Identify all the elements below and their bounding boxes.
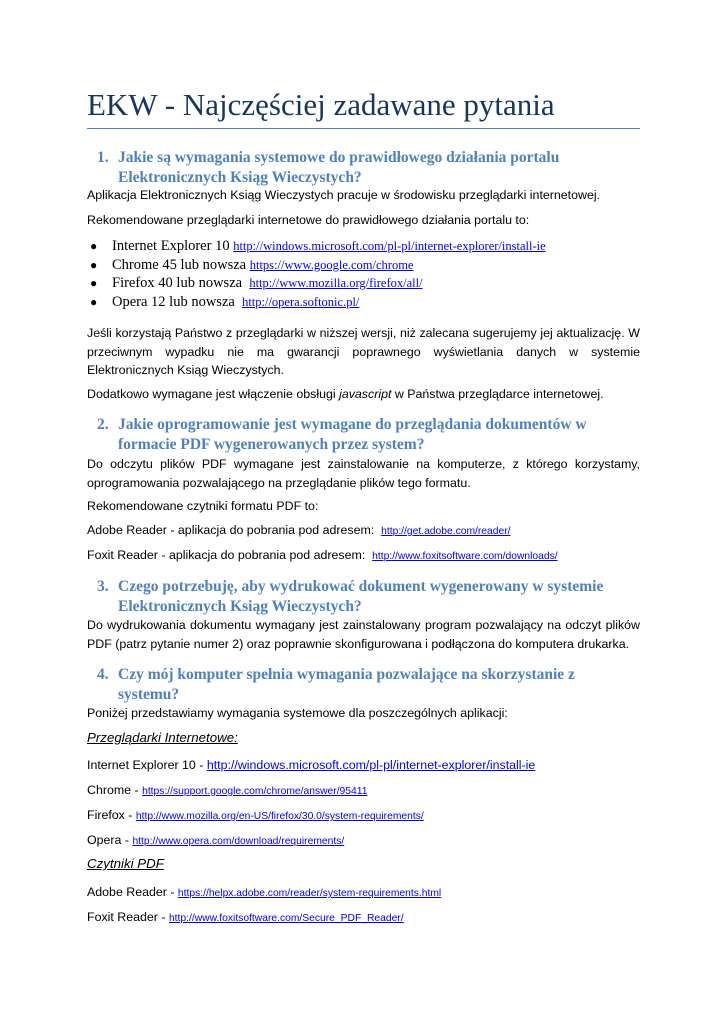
browser-name: Internet Explorer 10 <box>112 238 230 254</box>
req-chrome-row <box>87 781 640 801</box>
bullet-icon: ● <box>90 276 98 290</box>
bullet-icon: ● <box>90 257 98 272</box>
pdf-readers-subheading: Czytniki PDF <box>87 856 164 871</box>
adobe-reader-link[interactable]: http://get.adobe.com/reader/ <box>381 526 511 537</box>
question-3-heading <box>97 577 637 617</box>
question-4-heading <box>97 665 637 705</box>
adobe-requirements-link[interactable]: https://helpx.adobe.com/reader/system-requirements.html <box>177 888 442 899</box>
ie-requirements-link[interactable]: http://windows.microsoft.com/pl-pl/internet-explorer/install-ie <box>206 758 536 772</box>
q1-js-em: javascript <box>339 387 392 401</box>
q2-adobe-row <box>87 521 640 542</box>
req-chrome-label: Chrome - <box>87 783 143 797</box>
question-2-text: Jakie oprogramowanie jest wymagane do przeglądania dokumentów w formacie PDF wygenerowanych przez system? <box>118 416 587 453</box>
q1-intro: Aplikacja Elektronicznych Ksiąg Wieczystych pracuje w środowisku przeglądarki internetowej. <box>87 188 601 202</box>
firefox-requirements-link[interactable]: http://www.mozilla.org/en-US/firefox/30.0/system-requirements/ <box>135 811 424 822</box>
q3-body: Do wydrukowania dokumentu wymagany jest zainstalowany program pozwalający na odczyt plików PDF (patrz pytanie numer 2) oraz poprawnie skonfigurowana i podłączona do komputera drukarka. <box>87 618 640 651</box>
browser-name: Firefox 40 lub nowsza <box>112 275 243 291</box>
foxit-reader-link[interactable]: http://www.foxitsoftware.com/downloads/ <box>372 551 558 562</box>
q2-body: Do odczytu plików PDF wymagane jest zainstalowanie na komputerze, z którego korzystamy, oprogramowania pozwalającego na przeglądanie plików tego formatu. <box>87 457 640 490</box>
page-title: EKW - Najczęściej zadawane pytania <box>87 87 555 122</box>
list-item <box>87 256 640 275</box>
question-1-text: Jakie są wymagania systemowe do prawidłowego działania portalu Elektronicznych Ksiąg Wieczystych? <box>118 149 560 186</box>
browser-link[interactable]: http://opera.softonic.pl/ <box>242 294 360 309</box>
req-opera-label: Opera - <box>87 833 133 847</box>
browser-list <box>87 237 640 311</box>
req-ie-label: Internet Explorer 10 - <box>87 758 207 772</box>
q1-js-before: Dodatkowo wymagane jest włączenie obsługi <box>87 387 340 401</box>
req-firefox-label: Firefox - <box>87 808 136 822</box>
question-4-text: Czy mój komputer spełnia wymagania pozwalające na skorzystanie z systemu? <box>118 666 575 703</box>
req-adobe-label: Adobe Reader - <box>87 885 178 899</box>
req-ie-row <box>87 756 640 774</box>
question-3-text: Czego potrzebuję, aby wydrukować dokument wygenerowany w systemie Elektronicznych Ksiąg Wieczystych? <box>118 578 604 615</box>
question-3-number: 3. <box>97 578 109 595</box>
foxit-requirements-link[interactable]: http://www.foxitsoftware.com/Secure_PDF_Reader/ <box>168 913 404 924</box>
question-4-number: 4. <box>97 666 109 683</box>
browser-name: Chrome 45 lub nowsza <box>112 256 247 273</box>
q1-note: Jeśli korzystają Państwo z przeglądarki w niższej wersji, niż zalecana sugerujemy jej aktualizację. W przeciwnym wypadku nie ma gwarancji poprawnego wyświetlania danych w systemie Elektronicznych Ksiąg Wieczystych. <box>87 326 640 377</box>
browsers-subheading: Przeglądarki Internetowe: <box>87 730 238 745</box>
title-underline <box>87 128 640 129</box>
browser-link[interactable]: http://windows.microsoft.com/pl-pl/internet-explorer/install-ie <box>233 239 546 253</box>
opera-requirements-link[interactable]: http://www.opera.com/download/requirements/ <box>132 836 345 847</box>
question-2-number: 2. <box>97 416 109 433</box>
q2-recommend: Rekomendowane czytniki formatu PDF to: <box>87 499 319 513</box>
q2-foxit-label: Foxit Reader - aplikacja do pobrania pod adresem: <box>87 548 366 562</box>
bullet-icon: ● <box>90 294 98 309</box>
browser-link[interactable]: https://www.google.com/chrome <box>249 257 414 272</box>
browser-name: Opera 12 lub nowsza <box>112 293 235 310</box>
bullet-icon: ● <box>90 239 98 253</box>
q2-adobe-label: Adobe Reader - aplikacja do pobrania pod adresem: <box>87 523 375 537</box>
question-1-heading <box>97 148 637 188</box>
list-item <box>87 293 640 312</box>
chrome-requirements-link[interactable]: https://support.google.com/chrome/answer/95411 <box>142 786 368 797</box>
list-item <box>87 237 640 256</box>
q1-recommend: Rekomendowane przeglądarki internetowe do prawidłowego działania portalu to: <box>87 213 530 227</box>
req-adobe-row <box>87 883 640 903</box>
q2-foxit-row <box>87 546 640 567</box>
q1-javascript-note <box>87 385 640 404</box>
question-2-heading <box>97 415 637 455</box>
req-foxit-label: Foxit Reader - <box>87 910 169 924</box>
req-firefox-row <box>87 806 640 826</box>
browser-link[interactable]: http://www.mozilla.org/firefox/all/ <box>249 276 423 290</box>
list-item <box>87 274 640 293</box>
q4-intro: Poniżej przedstawiamy wymagania systemowe dla poszczególnych aplikacji: <box>87 706 508 720</box>
q1-js-after: w Państwa przeglądarce internetowej. <box>391 387 604 401</box>
req-foxit-row <box>87 908 640 928</box>
question-1-number: 1. <box>97 149 109 166</box>
req-opera-row <box>87 831 640 851</box>
